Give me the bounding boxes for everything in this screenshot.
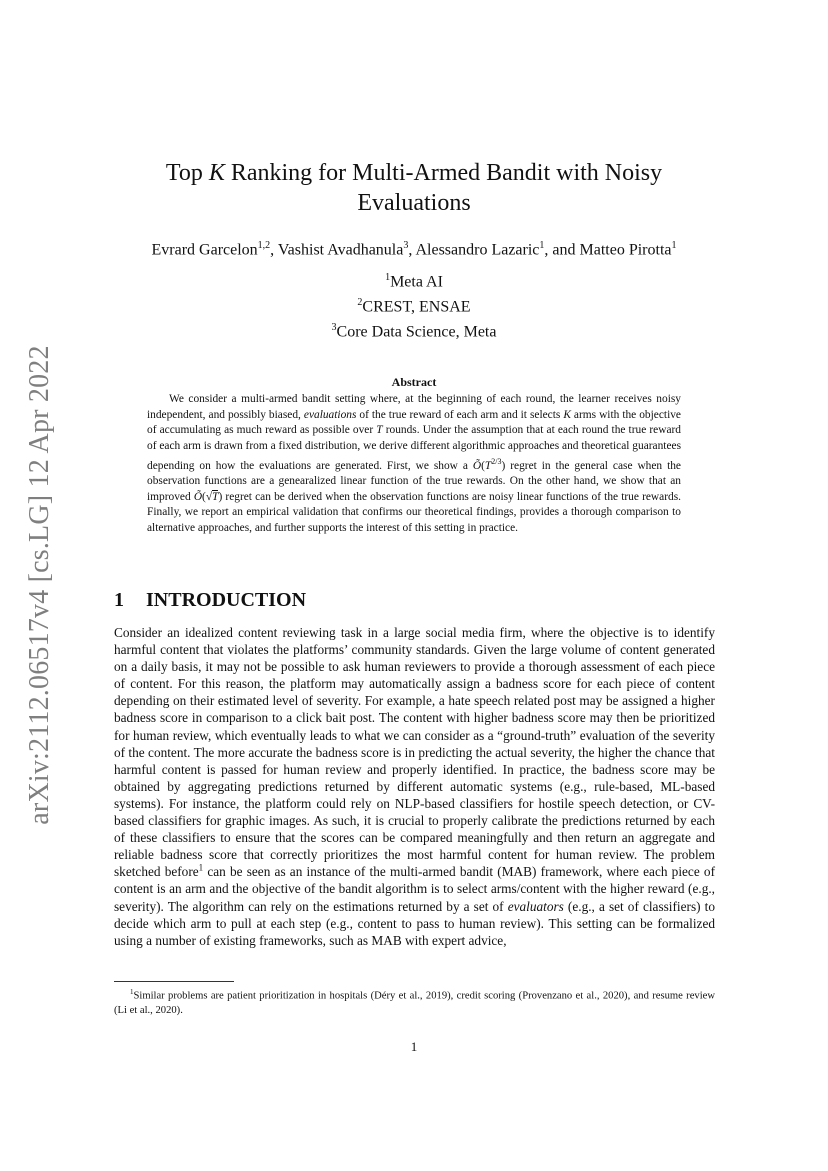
intro-segment: (e.g., a set of classifiers) to decide which arm to pull at each step (e.g., content to pass to human review). This setting can be formalized using a number of existing frameworks, such as MAB with expert advice,: [114, 898, 715, 948]
abstract-math-k: K: [563, 408, 571, 421]
author-affiliation-mark: 1: [671, 240, 677, 251]
intro-segment: Consider an idealized content reviewing task in a large social media firm, where the objective is to identify harmful content that violates the platforms’ community standards. Given the large volume of content generated on a daily basis, it may not be possible to ask human reviewers to provide a thorough assessment of each piece of content. For this reason, the platform may automatically assign a badness score for each piece of content depending on their estimated level of severity. For example, a hate speech related post may be assigned a higher badness score in comparison to a click bait post. The content with higher badness score may then be prioritized for human review, which eventually leads to what we can consider as a “ground-truth” evaluation of the severity of the content. The more accurate the badness score is in predicting the actual severity, the higher the chance that harmful content is passed for human review and properly identified. In practice, the badness score may be obtained by aggregating predictions returned by different automatic systems (e.g., rule-based, ML-based systems). For instance, the platform could rely on NLP-based classifiers for hostile speech detection, or CV-based classifiers for graphic images. As such, it is crucial to properly calibrate the predictions returned by each of these classifiers to ensure that the scores can be compared meaningfully and then return an aggregate and reliable badness score that correctly prioritizes the most harmful content for human review. The problem sketched before: [114, 625, 715, 880]
author-list: [100, 236, 728, 260]
arxiv-identifier-text: arXiv:2112.06517v4 [cs.LG] 12 Apr 2022: [24, 345, 55, 825]
abstract-segment: We consider a multi-armed bandit setting where, at the beginning of each round, the learner receives noisy independent, and possibly biased,: [147, 393, 681, 421]
author-name: , Alessandro Lazaric: [408, 241, 540, 259]
section-heading-introduction: [114, 589, 714, 612]
abstract-segment: regret can be derived when the observation functions are noisy linear functions of the true rewards. Finally, we report an empirical validation that confirms our theoretical findings, provides a thorough comparison to alternative approaches, and further supports the interest of this setting in practice.: [147, 490, 681, 534]
affiliation-name: Meta AI: [390, 273, 443, 291]
affiliation-name: CREST, ENSAE: [362, 298, 471, 316]
author-name: , and Matteo Pirotta: [544, 241, 672, 259]
affiliation-list: [214, 268, 614, 342]
page-number: 1: [410, 1039, 418, 1054]
title-line-2: Evaluations: [357, 190, 471, 216]
author-affiliation-mark: 3: [403, 240, 409, 251]
author-affiliation-mark: 1,2: [257, 240, 271, 251]
footnote-number: 1: [130, 988, 134, 996]
title-math-k: K: [208, 160, 225, 186]
title-text: Top: [165, 160, 209, 186]
introduction-paragraph: [114, 624, 715, 949]
regret-rate-linear: Õ(√T): [193, 490, 223, 503]
intro-segment: can be seen as an instance of the multi-armed bandit (MAB) framework, where each piece of content is an arm and the objective of the bandit algorithm is to select arms/content with the higher reward (e.g., severity). The algorithm can rely on the estimations returned by a set of: [114, 864, 715, 914]
affiliation-meta-ai: [214, 268, 614, 293]
author-name: Evrard Garcelon: [151, 241, 258, 259]
author-affiliation-mark: 1: [539, 240, 545, 251]
abstract-heading: Abstract: [391, 375, 437, 389]
abstract-segment: of the true reward of each arm and it selects: [356, 408, 564, 421]
abstract-segment: regret in the general case when the observation functions are a genearalized linear function of the true rewards. On the other hand, we show that an improved: [147, 459, 681, 503]
affiliation-mark: 3: [331, 321, 337, 333]
intro-emphasis: evaluators: [507, 898, 564, 914]
affiliation-crest-ensae: [214, 293, 614, 318]
title-text-rest: Ranking for Multi-Armed Bandit with Noisy: [224, 160, 663, 186]
abstract-emphasis: evaluations: [303, 408, 357, 421]
regret-rate-general: $Õ(T^{2/3})$: [472, 457, 506, 472]
affiliation-mark: 1: [385, 272, 391, 283]
abstract-math-t: T: [376, 424, 383, 436]
paper-title: [114, 158, 714, 218]
section-number: 1: [114, 589, 124, 611]
abstract-segment: rounds. Under the assumption that at each round the true reward of each arm is drawn from a fixed distribution, we derive different algorithmic approaches and theoretical guarantees depending on how the evaluations are generated. First, we show a: [147, 424, 682, 472]
footnote-marker: 1: [198, 862, 204, 873]
author-name: , Vashist Avadhanula: [270, 241, 404, 259]
footnote-divider: [114, 981, 234, 982]
footnote-text: Similar problems are patient prioritization in hospitals (Déry et al., 2019), credit scoring (Provenzano et al., 2020), and resume review (Li et al., 2020).: [114, 990, 715, 1016]
title-line-1: [114, 158, 714, 188]
affiliation-mark: 2: [357, 296, 363, 308]
affiliation-name: Core Data Science, Meta: [336, 322, 497, 340]
abstract-text: [147, 392, 681, 536]
footnote: [114, 985, 715, 1018]
section-title: INTRODUCTION: [146, 589, 307, 611]
affiliation-core-data-science: [214, 318, 614, 343]
abstract-segment: arms with the objective of accumulating as much reward as possible over: [147, 408, 681, 436]
